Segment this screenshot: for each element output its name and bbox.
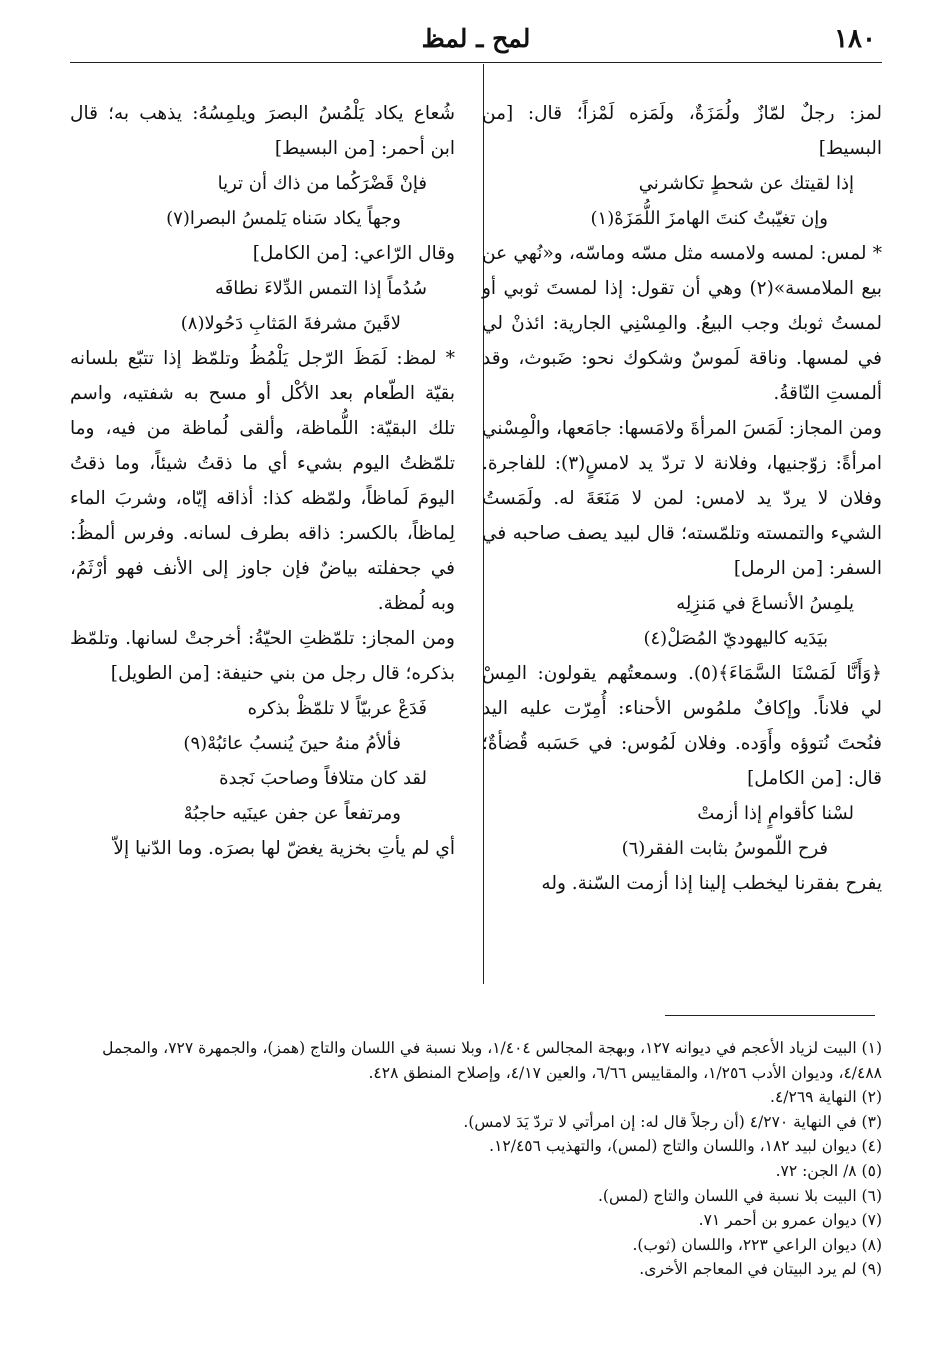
paragraph: وقال الرّاعي: [من الكامل] — [252, 243, 455, 264]
footnote: (٦) البيت بلا نسبة في اللسان والتاج (لمس). — [597, 1186, 882, 1205]
running-title: لمح ـ لمظ — [421, 24, 531, 53]
paragraph: يفرح بفقرنا ليخطب إلينا إذا أزمت السّنة. وله — [541, 873, 882, 894]
paragraph: ﴿وَأَنَّا لَمَسْنَا السَّمَاءَ﴾(٥). وسمعتُهم يقولون: المِسْ لي فلاناً. وإكافٌ ملمُوس الأحناء: أُمِرّت عليه اليد فنُحتَ نُتوؤه وأَوَده. وفلان لَمُوس: في حَسَبه قُضأةٌ؛ قال: [من الكامل] — [482, 663, 882, 789]
verse-line: لاقَينَ مشرفةَ المَثابِ دَحُولا(٨) — [180, 313, 401, 334]
verse-line: فرح اللّموسُ بثابت الفقر(٦) — [621, 838, 828, 859]
footnote: (٣) في النهاية ٤/٢٧٠ (أن رجلاً قال له: إن امرأتي لا تردّ يَدَ لامس). — [463, 1112, 882, 1131]
verse-line: لسْنا كأقوامٍ إذا أزمتْ — [697, 803, 854, 824]
footnote: (٧) ديوان عمرو بن أحمر ٧١. — [698, 1211, 882, 1230]
footnote: (٨) ديوان الراعي ٢٢٣، واللسان (ثوب). — [632, 1235, 882, 1254]
verse-line: لقد كان متلافاً وصاحبَ نَجدة — [219, 768, 427, 789]
paragraph: * لمظ: لَمَظَ الرّجل يَلْمُظُ وتلمّظ إذا تتبّع بلسانه بقيّة الطّعام بعد الأكْل أو مسح به شفتيه، واسم تلك البقيّة: اللُّماظة، وألقى لُماظة من فيه، وما تلمّظتُ اليوم بشيء أي ما ذقتُ شيئاً، وما ذقتُ اليومَ لَماظاً، ولمّظه كذا: أذاقه إيّاه، وشربَ الماء لِماظاً، بالكسر: ذاقه بطرف لسانه. وفرس ألمظُ: في جحفلته بياضٌ فإن جاوز إلى الأنف فهو أرْثَمُ، وبه لُمظة. — [70, 348, 455, 614]
verse-line: فَدَعْ عربيّاً لا تلمّظْ بذكره — [247, 698, 427, 719]
verse-line: وإن تغيّبتُ كنتَ الهامزَ اللُّمَزَهْ(١) — [590, 208, 828, 229]
verse-line: سُدُماً إذا التمس الدِّلاءَ نطافَه — [214, 278, 427, 299]
paragraph: ومن المجاز: لَمَسَ المرأةَ ولامَسها: جامَعها، والْمِسْني امرأةً: زوّجنيها، وفلانة لا تردّ يد لامسٍ(٣): للفاجرة. وفلان لا يردّ يد لامس: لمن لا مَنَعَةَ له. ولَمَستُ الشيء والتمسته وتلمّسته؛ قال لبيد يصف صاحبه في السفر: [من الرمل] — [482, 418, 882, 579]
verse-line: وجهاً يكاد سَناه يَلمسُ البصرا(٧) — [166, 208, 401, 229]
paragraph: أي لم يأتِ بخزية يغضّ لها بصرَه. وما الدّنيا إلاّ — [113, 838, 455, 859]
page-number: ١٨٠ — [834, 24, 876, 54]
verse-line: ومرتفعاً عن جفن عينَيه حاجبُهْ — [183, 803, 401, 824]
verse-line: فإنْ قَضْرَكُما من ذاك أن تريا — [217, 173, 427, 194]
footnote: (١) البيت لزياد الأعجم في ديوانه ١٢٧، وبهجة المجالس ١/٤٠٤، وبلا نسبة في اللسان والتاج (همز)، والجمهرة ٧٢٧، والمجمل ٤/٤٨٨، وديوان الأدب ١/٢٥٦، والمقاييس ٦/٦٦، والعين ٤/١٧، وإصلاح المنطق ٤٢٨. — [102, 1039, 882, 1082]
verse-line: يلمِسُ الأنساعَ في مَنزِلِه — [676, 593, 854, 614]
right-column — [482, 96, 882, 901]
footnote: (٥) ٨/ الجن: ٧٢. — [775, 1161, 882, 1180]
paragraph: * لمس: لمسه ولامسه مثل مسّه وماسّه، و«نُهي عن بيع الملامسة»(٢) وهي أن تقول: إذا لمستَ ثوبي أو لمستُ ثوبك وجب البيعُ. والمِسْنِي الجارية: ائذنْ لي في لمسها. وناقة لَموسٌ وشكوك نحو: ضَبوث، وقد ألمستِ النّاقةُ. — [482, 243, 882, 404]
verse-line: بيَدَيه كاليهوديّ المُصَلْ(٤) — [643, 628, 828, 649]
footnote: (٢) النهاية ٤/٢٦٩. — [770, 1088, 882, 1107]
verse-line: إذا لقيتك عن شحطٍ تكاشرني — [638, 173, 854, 194]
page-header — [70, 18, 882, 60]
footnote: (٤) ديوان لبيد ١٨٢، واللسان والتاج (لمس)، والتهذيب ١٢/٤٥٦. — [489, 1137, 882, 1156]
paragraph: ومن المجاز: تلمّظتِ الحيّةُ: أخرجتْ لسانها. وتلمّظ بذكره؛ قال رجل من بني حنيفة: [من الطويل] — [70, 628, 455, 684]
header-rule — [70, 62, 882, 63]
paragraph: لمز: رجلٌ لمّازٌ ولُمَزَةٌ، ولَمَزه لَمْزاً؛ قال: [من البسيط] — [482, 103, 882, 159]
footnotes — [70, 1036, 882, 1282]
footnote-rule — [665, 1015, 875, 1016]
paragraph: شُعاع يكاد يَلْمُسُ البصرَ ويلمِسُهُ: يذهب به؛ قال ابن أحمر: [من البسيط] — [70, 103, 455, 159]
left-column — [70, 96, 455, 866]
footnote: (٩) لم يرد البيتان في المعاجم الأخرى. — [639, 1260, 882, 1279]
verse-line: فألأمُ منهُ حينَ يُنسبُ عائبُهْ(٩) — [183, 733, 401, 754]
